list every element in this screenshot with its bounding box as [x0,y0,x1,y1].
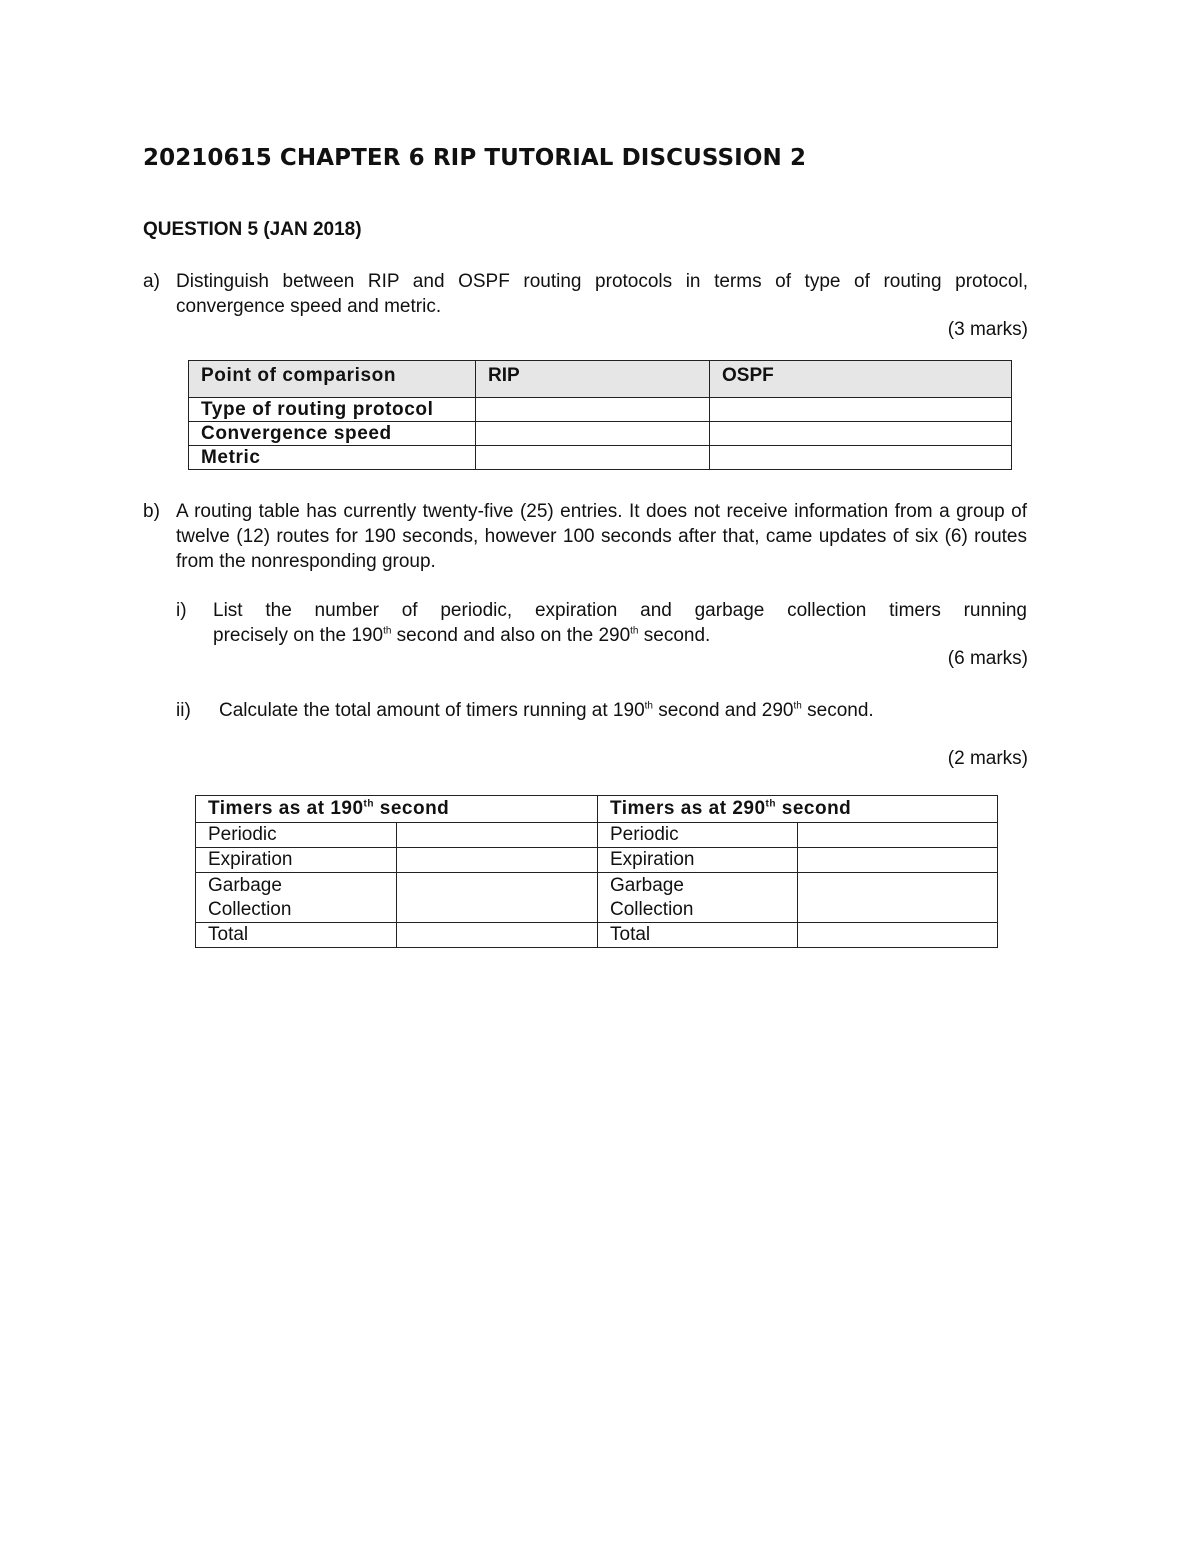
header-second-text: second [775,798,852,819]
ospf-convergence-cell[interactable] [710,422,1012,446]
part-b-label: b) [143,501,160,522]
superscript-th: th [765,798,776,810]
part-b-i-line1: List the number of periodic, expiration and garbage collection timers running [213,600,1027,621]
total-190-cell[interactable] [397,923,598,948]
label-expiration-190: Expiration [196,848,397,873]
header-190-text: Timers as at 190 [208,798,364,819]
part-b-ii-text-b: second and 290 [652,700,794,721]
table-header-row [189,361,1012,398]
part-b-i-label: i) [176,600,187,621]
part-b-ii-text-a: Calculate the total amount of timers running at 190 [219,700,645,721]
comparison-table [188,360,1012,470]
header-rip: RIP [476,361,710,398]
part-b-text: A routing table has currently twenty-five (25) entries. It does not receive information from a group of twelve (12) routes for 190 seconds, however 100 seconds after that, came updates of six (6) routes from the nonresponding group. [176,501,1027,572]
part-a-marks: (3 marks) [947,319,1028,340]
garbage-text: Garbage [208,875,282,896]
label-total-290: Total [598,923,798,948]
expiration-290-cell[interactable] [798,848,998,873]
part-b-i-text [213,598,1027,648]
header-point-of-comparison: Point of comparison [189,361,476,398]
table-row [189,422,1012,446]
table-row [196,873,998,923]
superscript-th: th [363,798,374,810]
rip-metric-cell[interactable] [476,446,710,470]
superscript-th: th [630,625,639,637]
row-label-metric: Metric [189,446,476,470]
table-row [196,823,998,848]
part-b-ii-label: ii) [176,700,191,721]
part-b-ii-text [219,698,874,723]
part-b-i-text-c: second. [638,625,711,646]
garbage-collection-290-cell[interactable] [798,873,998,923]
garbage-text: Garbage [610,875,684,896]
header-290-text: Timers as at 290 [610,798,766,819]
garbage-collection-190-cell[interactable] [397,873,598,923]
label-expiration-290: Expiration [598,848,798,873]
superscript-th: th [383,625,392,637]
collection-text: Collection [610,899,694,920]
part-a-text: Distinguish between RIP and OSPF routing protocols in terms of type of routing protocol, convergence speed and metric. [176,271,1028,317]
label-total-190: Total [196,923,397,948]
table-row [189,446,1012,470]
label-garbage-collection-290 [598,873,798,923]
table-row [189,398,1012,422]
ospf-metric-cell[interactable] [710,446,1012,470]
timers-table [195,795,998,948]
part-a-label: a) [143,271,160,292]
part-b-i-text-a: precisely on the 190 [213,625,384,646]
label-periodic-290: Periodic [598,823,798,848]
rip-convergence-cell[interactable] [476,422,710,446]
superscript-th: th [644,700,653,712]
page-title: 20210615 CHAPTER 6 RIP TUTORIAL DISCUSSION 2 [143,145,807,171]
label-garbage-collection-190 [196,873,397,923]
header-timers-190 [196,796,598,823]
collection-text: Collection [208,899,292,920]
rip-type-cell[interactable] [476,398,710,422]
superscript-th: th [793,700,802,712]
row-label-type: Type of routing protocol [189,398,476,422]
row-label-convergence: Convergence speed [189,422,476,446]
header-second-text: second [373,798,450,819]
table-row [196,923,998,948]
table-row [196,848,998,873]
periodic-290-cell[interactable] [798,823,998,848]
part-b-i-line2 [213,623,1027,648]
expiration-190-cell[interactable] [397,848,598,873]
total-290-cell[interactable] [798,923,998,948]
ospf-type-cell[interactable] [710,398,1012,422]
label-periodic-190: Periodic [196,823,397,848]
part-b-i-marks: (6 marks) [947,648,1028,669]
part-b-i-text-b: second and also on the 290 [391,625,631,646]
header-timers-290 [598,796,998,823]
part-b-ii-marks: (2 marks) [947,748,1028,769]
periodic-190-cell[interactable] [397,823,598,848]
table-header-row [196,796,998,823]
header-ospf: OSPF [710,361,1012,398]
part-b-ii-text-c: second. [801,700,874,721]
question-heading: QUESTION 5 (JAN 2018) [143,219,362,240]
